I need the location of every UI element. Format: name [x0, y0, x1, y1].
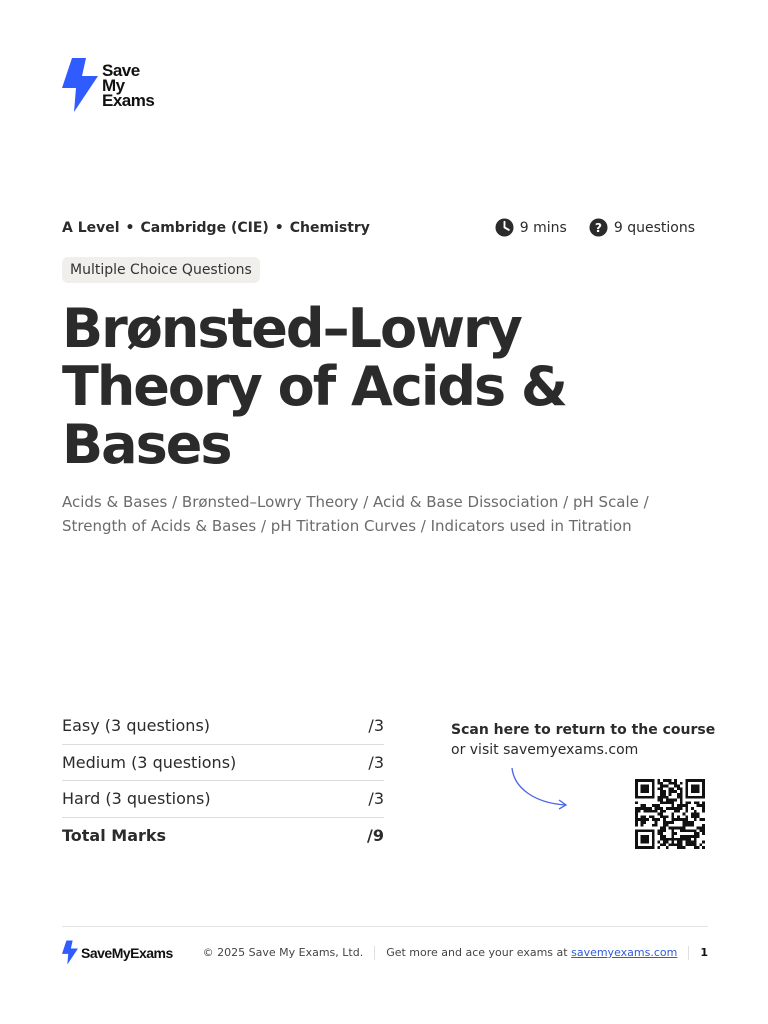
copyright-text: © 2025 Save My Exams, Ltd.	[202, 946, 364, 959]
qr-modules	[635, 779, 705, 849]
marks-table	[62, 708, 384, 854]
marks-row-total	[62, 818, 384, 855]
footer-separator	[374, 946, 375, 960]
breadcrumb	[62, 220, 370, 236]
logo-wordmark: Save My Exams	[102, 60, 155, 110]
page-title: Brønsted–Lowry Theory of Acids & Bases	[62, 297, 567, 476]
marks-label: Medium (3 questions)	[62, 752, 237, 772]
duration-stat	[495, 218, 567, 237]
marks-row-medium	[62, 745, 384, 782]
marks-value: /3	[368, 789, 384, 809]
brand-logo	[62, 58, 154, 112]
footer-divider	[62, 926, 708, 927]
footer-cta: Get more and ace your exams at	[386, 946, 568, 959]
breadcrumb-separator: •	[125, 219, 135, 236]
breadcrumb-level: A Level	[62, 219, 120, 236]
footer-link[interactable]: savemyexams.com	[571, 946, 678, 959]
svg-text:?: ?	[594, 220, 602, 235]
topic-list	[62, 490, 702, 538]
marks-value: /3	[368, 752, 384, 772]
scan-section	[451, 722, 715, 758]
topic-line: Acids & Bases / Brønsted–Lowry Theory / Acid & Base Dissociation / pH Scale /	[62, 493, 649, 511]
marks-row-hard	[62, 781, 384, 818]
footer-wordmark: SaveMyExams	[81, 944, 173, 961]
scan-title: Scan here to return to the course	[451, 722, 716, 738]
breadcrumb-board: Cambridge (CIE)	[140, 219, 269, 236]
marks-row-easy	[62, 708, 384, 745]
question-icon	[589, 218, 608, 237]
breadcrumb-separator: •	[274, 219, 284, 236]
total-label: Total Marks	[62, 826, 167, 846]
footer-logo	[62, 940, 173, 965]
topic-line: Strength of Acids & Bases / pH Titration Curves / Indicators used in Titration	[62, 517, 632, 535]
questions-stat	[589, 218, 695, 237]
bolt-icon	[62, 58, 98, 112]
scan-subtitle: or visit savemyexams.com	[451, 742, 639, 758]
footer	[62, 940, 708, 965]
marks-label: Easy (3 questions)	[62, 716, 211, 736]
qr-code[interactable]	[634, 779, 706, 849]
marks-value: /3	[368, 716, 384, 736]
stats	[495, 218, 695, 237]
bolt-icon	[62, 940, 78, 965]
marks-label: Hard (3 questions)	[62, 789, 211, 809]
arrow-icon	[505, 765, 571, 811]
breadcrumb-subject: Chemistry	[289, 219, 370, 236]
duration-text: 9 mins	[519, 219, 567, 236]
clock-icon	[495, 218, 514, 237]
category-badge: Multiple Choice Questions	[62, 257, 260, 283]
footer-separator	[688, 946, 689, 960]
questions-text: 9 questions	[613, 219, 695, 236]
page-number: 1	[700, 946, 708, 959]
footer-info	[203, 946, 708, 960]
meta-row	[62, 218, 708, 237]
total-value: /9	[367, 826, 384, 846]
